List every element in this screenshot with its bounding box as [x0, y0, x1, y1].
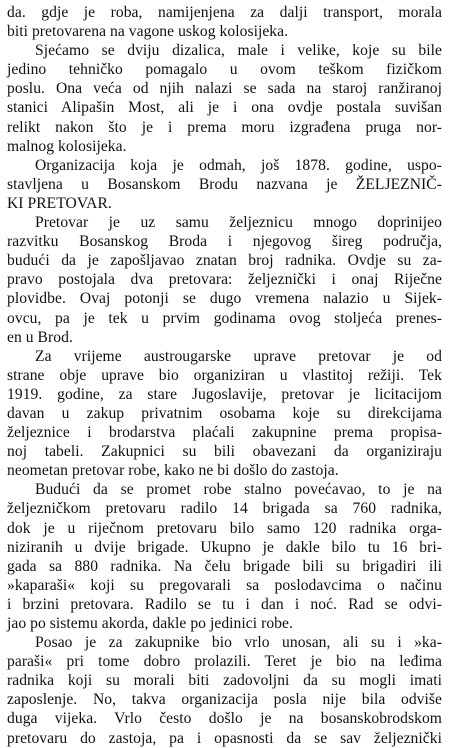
text-line: stavljena u Bosanskom Brodu nazvana je ŽELJEZNIČ- [7, 175, 442, 193]
paragraph [7, 347, 442, 481]
text-line: dok je u riječnom pretovaru bilo samo 120 radnika orga- [7, 519, 442, 537]
text-line: KI PRETOVAR. [7, 194, 112, 212]
text-line: Pretovar je uz samu željeznicu mnogo doprinijeo [35, 214, 442, 232]
text-line: gada sa 880 radnika. Na čelu brigade bili su brigadiri ili [7, 557, 442, 575]
text-line: ovcu, pa je tek u prvim godinama ovog stoljeća prenes- [7, 309, 442, 327]
text-line: paraši« pri tome dobro prolazili. Teret je bio na leđima [7, 653, 442, 671]
text-line: noj tabeli. Zakupnici su bili obavezani da organiziraju [7, 443, 442, 461]
text-line: i brzini pretovara. Radilo se tu i dan i noć. Rad se odvi- [7, 595, 442, 613]
text-line: 1919. godine, za stare Jugoslavije, pretovar je licitacijom [7, 385, 442, 403]
paragraph [7, 480, 442, 633]
paragraph [7, 3, 442, 41]
paragraph [7, 156, 442, 213]
text-line: budući da je zapošljavao znatan broj radnika. Ovdje su za- [7, 252, 442, 270]
text-line: željezničkom pretovaru radilo 14 brigada sa 760 radnika, [7, 500, 442, 518]
text-line: radnika koji su morali biti zadovoljni da su mogli imati [7, 672, 442, 690]
text-line: Za vrijeme austrougarske uprave pretovar je od [35, 347, 442, 365]
text-line: stanici Alipašin Most, ali je i ona ovdje postala suvišan [7, 99, 442, 117]
text-line: da. gdje je roba, namijenjena za dalji transport, morala [7, 4, 442, 21]
text-line: pravo postojala dva pretovara: željeznički i onaj Riječne [7, 271, 442, 289]
text-line: niziranih u dvije brigade. Ukupno je dakle bilo tu 16 bri- [7, 538, 442, 556]
paragraph [7, 41, 442, 156]
text-line: »kaparaši« koji su pregovarali sa poslodavcima o načinu [7, 576, 442, 594]
paragraph [7, 213, 442, 347]
text-line: Organizacija koja je odmah, još 1878. godine, uspo- [35, 156, 442, 174]
text-line: strane obje uprave bio organiziran u vlastitoj režiji. Tek [7, 366, 442, 384]
text-line: poslu. Ona veća od njih nalazi se sada na staroj ranžiranoj [7, 80, 442, 98]
text-line: Budući da se promet robe stalno povećavao, to je na [35, 481, 442, 499]
text-line: jao po sistemu akorda, dakle po jedinici robe. [7, 615, 293, 632]
text-line: neometan pretovar robe, kako ne bi došlo do zastoja. [7, 462, 339, 480]
text-line: davan u zakup privatnim osobama koje su direkcijama [7, 404, 442, 422]
text-line: jedino tehničko pomagalo u ovom teškom fizičkom [7, 61, 442, 79]
text-line: relikt nakon što je i prema moru izgrađena pruga nor- [7, 118, 442, 136]
text-line: Posao je za zakupnike bio vrlo unosan, ali su i »ka- [35, 634, 442, 652]
text-line: en u Brod. [7, 328, 73, 346]
text-line: Sjećamo se dviju dizalica, male i velike, koje su bile [35, 42, 442, 60]
text-line: zaposlenje. No, takva organizacija posla nije bila odviše [7, 691, 442, 709]
paragraph [7, 633, 442, 748]
text-line: malnog kolosijeka. [7, 137, 127, 155]
text-line: pretovaru do zastoja, pa i opasnosti da se sav željeznički [7, 729, 442, 747]
text-line: biti pretovarena na vagone uskog kolosijeka. [7, 23, 289, 41]
text-line: razvitku Bosanskog Broda i njegovog šireg područja, [7, 233, 442, 251]
text-line: duga vijeka. Vrlo često došlo je na bosanskobrodskom [7, 710, 442, 728]
text-line: željeznice i brodarstva plaćali zakupnine prema propisa- [7, 424, 442, 442]
text-line: plovidbe. Ovaj potonji se dugo vremena nalazio u Sijek- [7, 290, 442, 308]
